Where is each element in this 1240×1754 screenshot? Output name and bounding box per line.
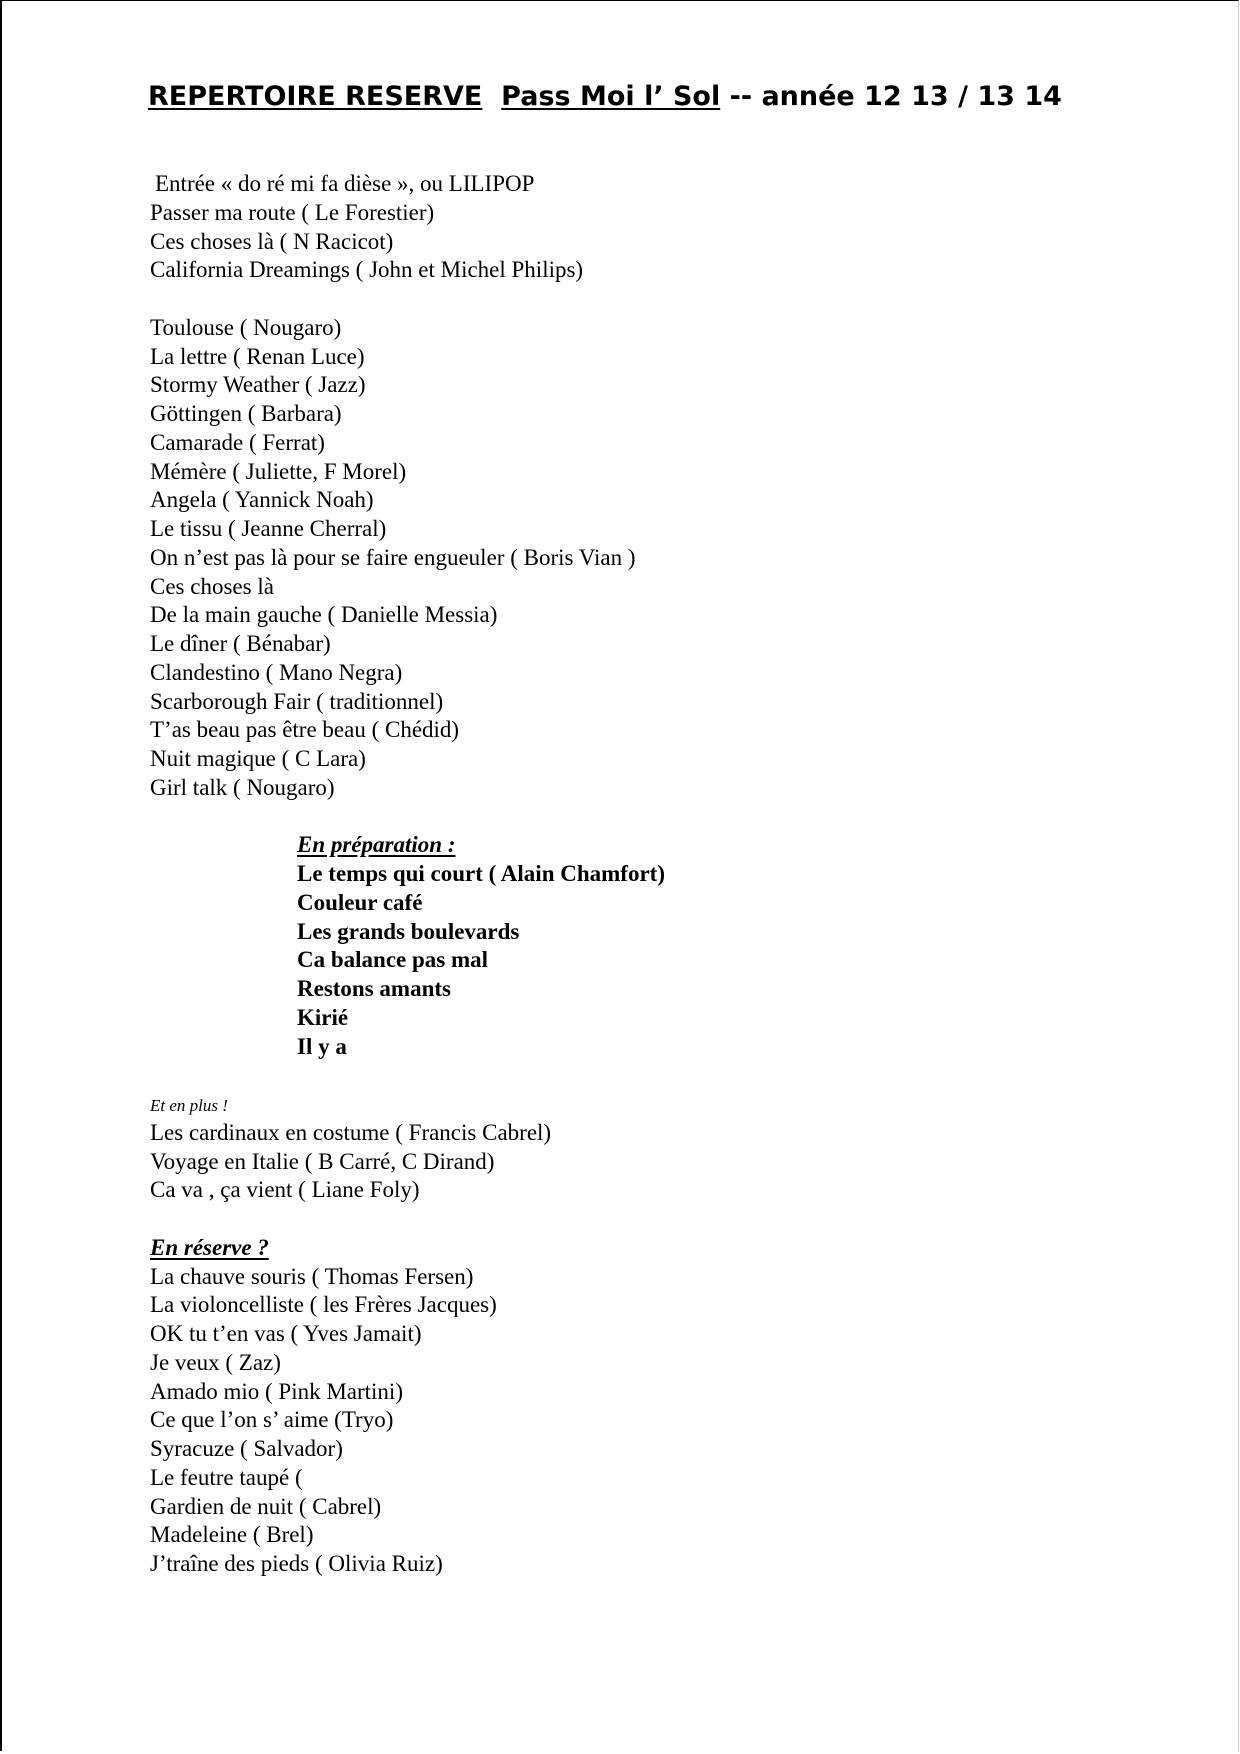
list-item: T’as beau pas être beau ( Chédid) bbox=[150, 717, 460, 743]
list-item: Nuit magique ( C Lara) bbox=[150, 746, 366, 771]
list-item: Stormy Weather ( Jazz) bbox=[150, 372, 366, 398]
list-item: Mémère ( Juliette, F Morel) bbox=[150, 458, 407, 484]
list-item: Göttingen ( Barbara) bbox=[150, 401, 342, 426]
list-item: Passer ma route ( Le Forestier) bbox=[150, 199, 435, 225]
list-item: Ca va , ça vient ( Liane Foly) bbox=[150, 1177, 420, 1203]
list-item: Ces choses là ( N Racicot) bbox=[150, 228, 394, 254]
song-list bbox=[150, 170, 665, 1579]
list-item: Girl talk ( Nougaro) bbox=[150, 774, 335, 800]
list-item: Le temps qui court ( Alain Chamfort) bbox=[297, 861, 665, 886]
title-repertoire: REPERTOIRE RESERVE bbox=[148, 81, 483, 112]
list-item: Clandestino ( Mano Negra) bbox=[150, 659, 403, 685]
blank-line bbox=[150, 1205, 665, 1234]
list-item: Voyage en Italie ( B Carré, C Dirand) bbox=[150, 1148, 495, 1174]
list-item: Il y a bbox=[297, 1033, 347, 1059]
list-item: Les grands boulevards bbox=[297, 918, 520, 944]
blank-line bbox=[150, 803, 665, 832]
list-item: Restons amants bbox=[297, 976, 451, 1001]
list-item: Couleur café bbox=[297, 889, 423, 915]
list-item: La chauve souris ( Thomas Fersen) bbox=[150, 1263, 474, 1289]
list-item: Le feutre taupé ( bbox=[150, 1464, 303, 1490]
blank-line bbox=[150, 285, 665, 314]
list-item: California Dreamings ( John et Michel Philips) bbox=[150, 257, 584, 283]
list-item: La violoncelliste ( les Frères Jacques) bbox=[150, 1292, 497, 1318]
list-item: Gardien de nuit ( Cabrel) bbox=[150, 1493, 382, 1519]
list-item: Amado mio ( Pink Martini) bbox=[150, 1378, 403, 1404]
list-item: Ca balance pas mal bbox=[297, 947, 489, 973]
list-item: Angela ( Yannick Noah) bbox=[150, 487, 374, 513]
list-item: J’traîne des pieds ( Olivia Ruiz) bbox=[150, 1551, 443, 1576]
list-item: Camarade ( Ferrat) bbox=[150, 429, 325, 455]
list-item: Ce que l’on s’ aime (Tryo) bbox=[150, 1407, 394, 1433]
extra-heading: Et en plus ! bbox=[150, 1096, 228, 1115]
list-item: On n’est pas là pour se faire engueuler ( Boris Vian ) bbox=[150, 544, 636, 570]
list-item: Entrée « do ré mi fa dièse », ou LILIPOP bbox=[155, 171, 535, 196]
list-item: OK tu t’en vas ( Yves Jamait) bbox=[150, 1321, 422, 1346]
list-item: Kirié bbox=[297, 1004, 349, 1030]
preparation-heading: En préparation : bbox=[297, 832, 456, 858]
reserve-heading: En réserve ? bbox=[150, 1234, 269, 1260]
list-item: Madeleine ( Brel) bbox=[150, 1522, 314, 1548]
list-item: Scarborough Fair ( traditionnel) bbox=[150, 688, 444, 714]
list-item: La lettre ( Renan Luce) bbox=[150, 343, 365, 369]
title-choir-name: Pass Moi l’ Sol bbox=[501, 81, 721, 112]
list-item: Les cardinaux en costume ( Francis Cabrel) bbox=[150, 1119, 552, 1145]
list-item: Ces choses là bbox=[150, 573, 274, 599]
list-item: De la main gauche ( Danielle Messia) bbox=[150, 602, 498, 628]
page-title bbox=[148, 81, 1062, 112]
list-item: Syracuze ( Salvador) bbox=[150, 1436, 343, 1461]
list-item: Le tissu ( Jeanne Cherral) bbox=[150, 516, 387, 541]
title-year: -- année 12 13 / 13 14 bbox=[729, 81, 1062, 112]
list-item: Toulouse ( Nougaro) bbox=[150, 314, 342, 340]
list-item: Je veux ( Zaz) bbox=[150, 1349, 281, 1375]
list-item: Le dîner ( Bénabar) bbox=[150, 631, 331, 656]
blank-line bbox=[150, 1061, 665, 1090]
